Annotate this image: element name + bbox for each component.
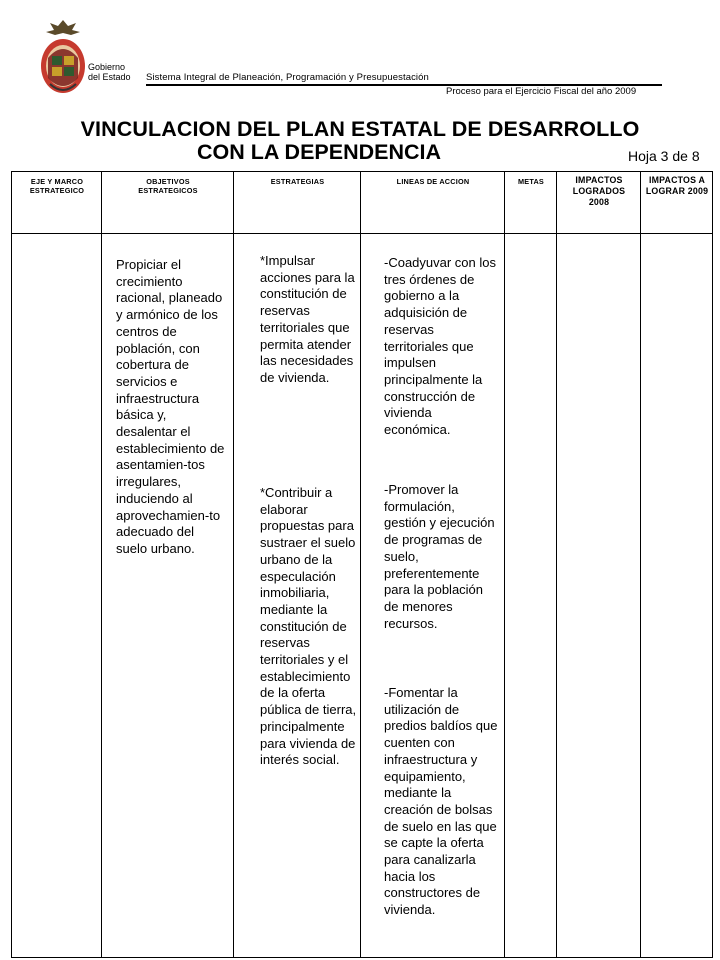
col-eje bbox=[12, 172, 102, 957]
linea-accion-1-text: -Coadyuvar con los tres órdenes de gobierno a la adquisición de reservas territoriales que impulsen principalmente la construcción de vivienda económica. bbox=[384, 255, 496, 438]
gov-line-1: Gobierno bbox=[88, 62, 126, 72]
objetivo-text: Propiciar el crecimiento racional, planeado y armónico de los centros de población, con cobertura de servicios e infraestructura básica y, desalentar el establecimiento de asentamien-tos irregulares, induciendo al aprovechamien-to adecuado del suelo urbano. bbox=[116, 257, 225, 556]
linkage-table bbox=[11, 171, 713, 958]
state-seal-logo bbox=[38, 18, 88, 96]
system-name: Sistema Integral de Planeación, Programación y Presupuestación bbox=[146, 72, 429, 83]
header-impactos-logrados: IMPACTOS LOGRADOS 2008 bbox=[572, 175, 626, 207]
linea-accion-3-text: -Fomentar la utilización de predios baldíos que cuenten con infraestructura y equipamiento, mediante la creación de bolsas de suelo en las que se capte la oferta para canalizarla hacia los constructores de vivienda. bbox=[384, 685, 498, 918]
header-eje: EJE Y MARCO ESTRATEGICO bbox=[29, 177, 85, 195]
header-row-divider bbox=[12, 233, 712, 234]
gov-line-2: del Estado bbox=[88, 72, 131, 82]
header-impactos-lograr: IMPACTOS A LOGRAR 2009 bbox=[645, 175, 709, 196]
page-indicator: Hoja 3 de 8 bbox=[628, 148, 700, 164]
document-title-line2: CON LA DEPENDENCIA bbox=[196, 140, 442, 164]
fiscal-process: Proceso para el Ejercicio Fiscal del año 2009 bbox=[446, 86, 637, 97]
col-logrados bbox=[557, 172, 641, 957]
header-objetivos: OBJETIVOS ESTRATEGICOS bbox=[138, 177, 198, 195]
header-metas: METAS bbox=[518, 177, 544, 186]
government-label bbox=[88, 62, 131, 82]
header-estrategias: ESTRATEGIAS bbox=[270, 177, 325, 186]
linea-accion-2-text: -Promover la formulación, gestión y ejecución de programas de suelo, preferentemente para la población de menores recursos. bbox=[384, 482, 495, 631]
estrategia-2-text: *Contribuir a elaborar propuestas para sustraer el suelo urbano de la especulación inmobiliaria, mediante la constitución de reservas territoriales y el establecimiento de la oferta pública de tierra, principalmente para vivienda de interés social. bbox=[260, 485, 357, 768]
document-title-line1: VINCULACION DEL PLAN ESTATAL DE DESARROLLO bbox=[80, 117, 640, 141]
header-lineas: LINEAS DE ACCION bbox=[396, 177, 470, 186]
col-metas bbox=[505, 172, 557, 957]
estrategia-1-text: *Impulsar acciones para la constitución de reservas territoriales que permita atender las necesidades de vivienda. bbox=[260, 253, 355, 385]
